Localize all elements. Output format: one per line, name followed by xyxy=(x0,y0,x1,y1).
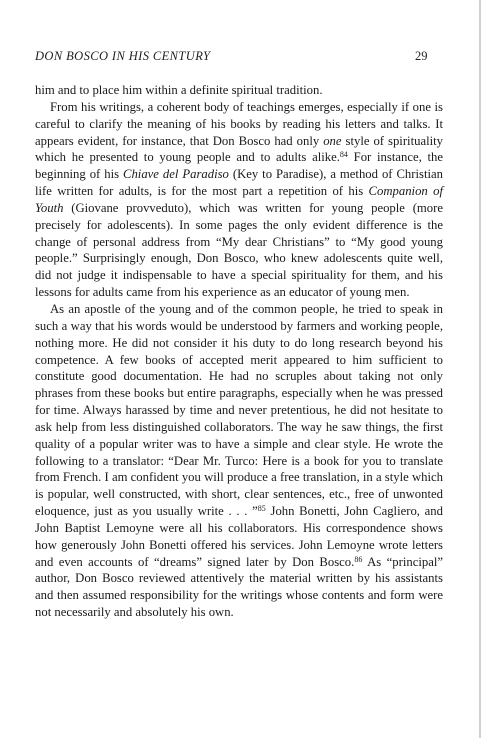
paragraph-1 xyxy=(35,82,443,99)
page-edge-shadow xyxy=(479,0,481,738)
paragraph-2-text-b: style of spirituality which he presented to young people and to adults alike. xyxy=(35,133,443,165)
title-companion-of-youth: Companion of Youth xyxy=(35,184,443,215)
footnote-ref-86: 86 xyxy=(354,554,363,564)
paragraph-2-text-a: From his writings, a coherent body of teachings emerges, especially if one is careful to clarify the meaning of his books by reading his letters and talks. It appears evident, for instance, that Don Bosco had only xyxy=(35,99,443,148)
paragraph-2 xyxy=(35,99,443,301)
footnote-ref-85: 85 xyxy=(257,504,266,514)
body-text xyxy=(35,82,443,621)
footnote-ref-84: 84 xyxy=(339,150,348,160)
paragraph-2-text-d: (Key to Paradise), a method of Christian life written for adults, is for the most part a repetition of his xyxy=(35,167,443,199)
paragraph-3-text-b: John Bonetti, John Cagliero, and John Baptist Lemoyne were all his collaborators. His correspondence shows how generously John Bonetti offered his services. John Lemoyne wrote letters and even accounts of “dreams” signed later by Don Bosco. xyxy=(35,504,443,569)
paragraph-3-text-a: As an apostle of the young and of the common people, he tried to speak in such a way that his words would be understood by farmers and working people, nothing more. He did not consider it his duty to do long research beyond his competence. A few books of accepted merit appeared to him sufficient to constitute good documentation. He had no scruples about taking not only phrases from these books but entire paragraphs, especially when he was pressed for time. Always harassed by time and never pretentious, he did not hesitate to ask help from less distinguished collaborators. The way he saw things, the first quality of a popular writer was to have a simple and clear style. He wrote the following to a translator: “Dear Mr. Turco: Here is a book for you to translate from French. I am confident you will produce a free translation, in a style which is popular, well constructed, with short, clear sentences, etc., free of unwonted eloquence, just as you usually write . . . ” xyxy=(35,301,443,519)
running-head-title: DON BOSCO IN HIS CENTURY xyxy=(35,49,211,63)
paragraph-1-text: him and to place him within a definite spiritual tradition. xyxy=(35,83,323,97)
title-chiave-del-paradiso: Chiave del Paradiso xyxy=(123,167,229,182)
emphasis-one: one xyxy=(323,133,342,148)
paragraph-3-text-c: As “principal” author, Don Bosco reviewed attentively the material written by his assistants and then assumed responsibility for the writings whose contents and form were not necessarily and absolutely his own. xyxy=(35,554,443,620)
paragraph-2-text-c: For instance, the beginning of his xyxy=(35,150,443,182)
paragraph-3 xyxy=(35,301,443,621)
paragraph-2-text-e: (Giovane provveduto), which was written for young people (more precisely for adolescents). In some pages the only evident difference is the change of personal address from “My dear Christians” to “My good young people.” Surprisingly enough, Don Bosco, who knew adolescents quite well, did not judge it indispensable to have a special spirituality for them, and his lessons for adults came from his experience as an educator of young men. xyxy=(35,200,443,300)
page-number: 29 xyxy=(415,49,428,63)
